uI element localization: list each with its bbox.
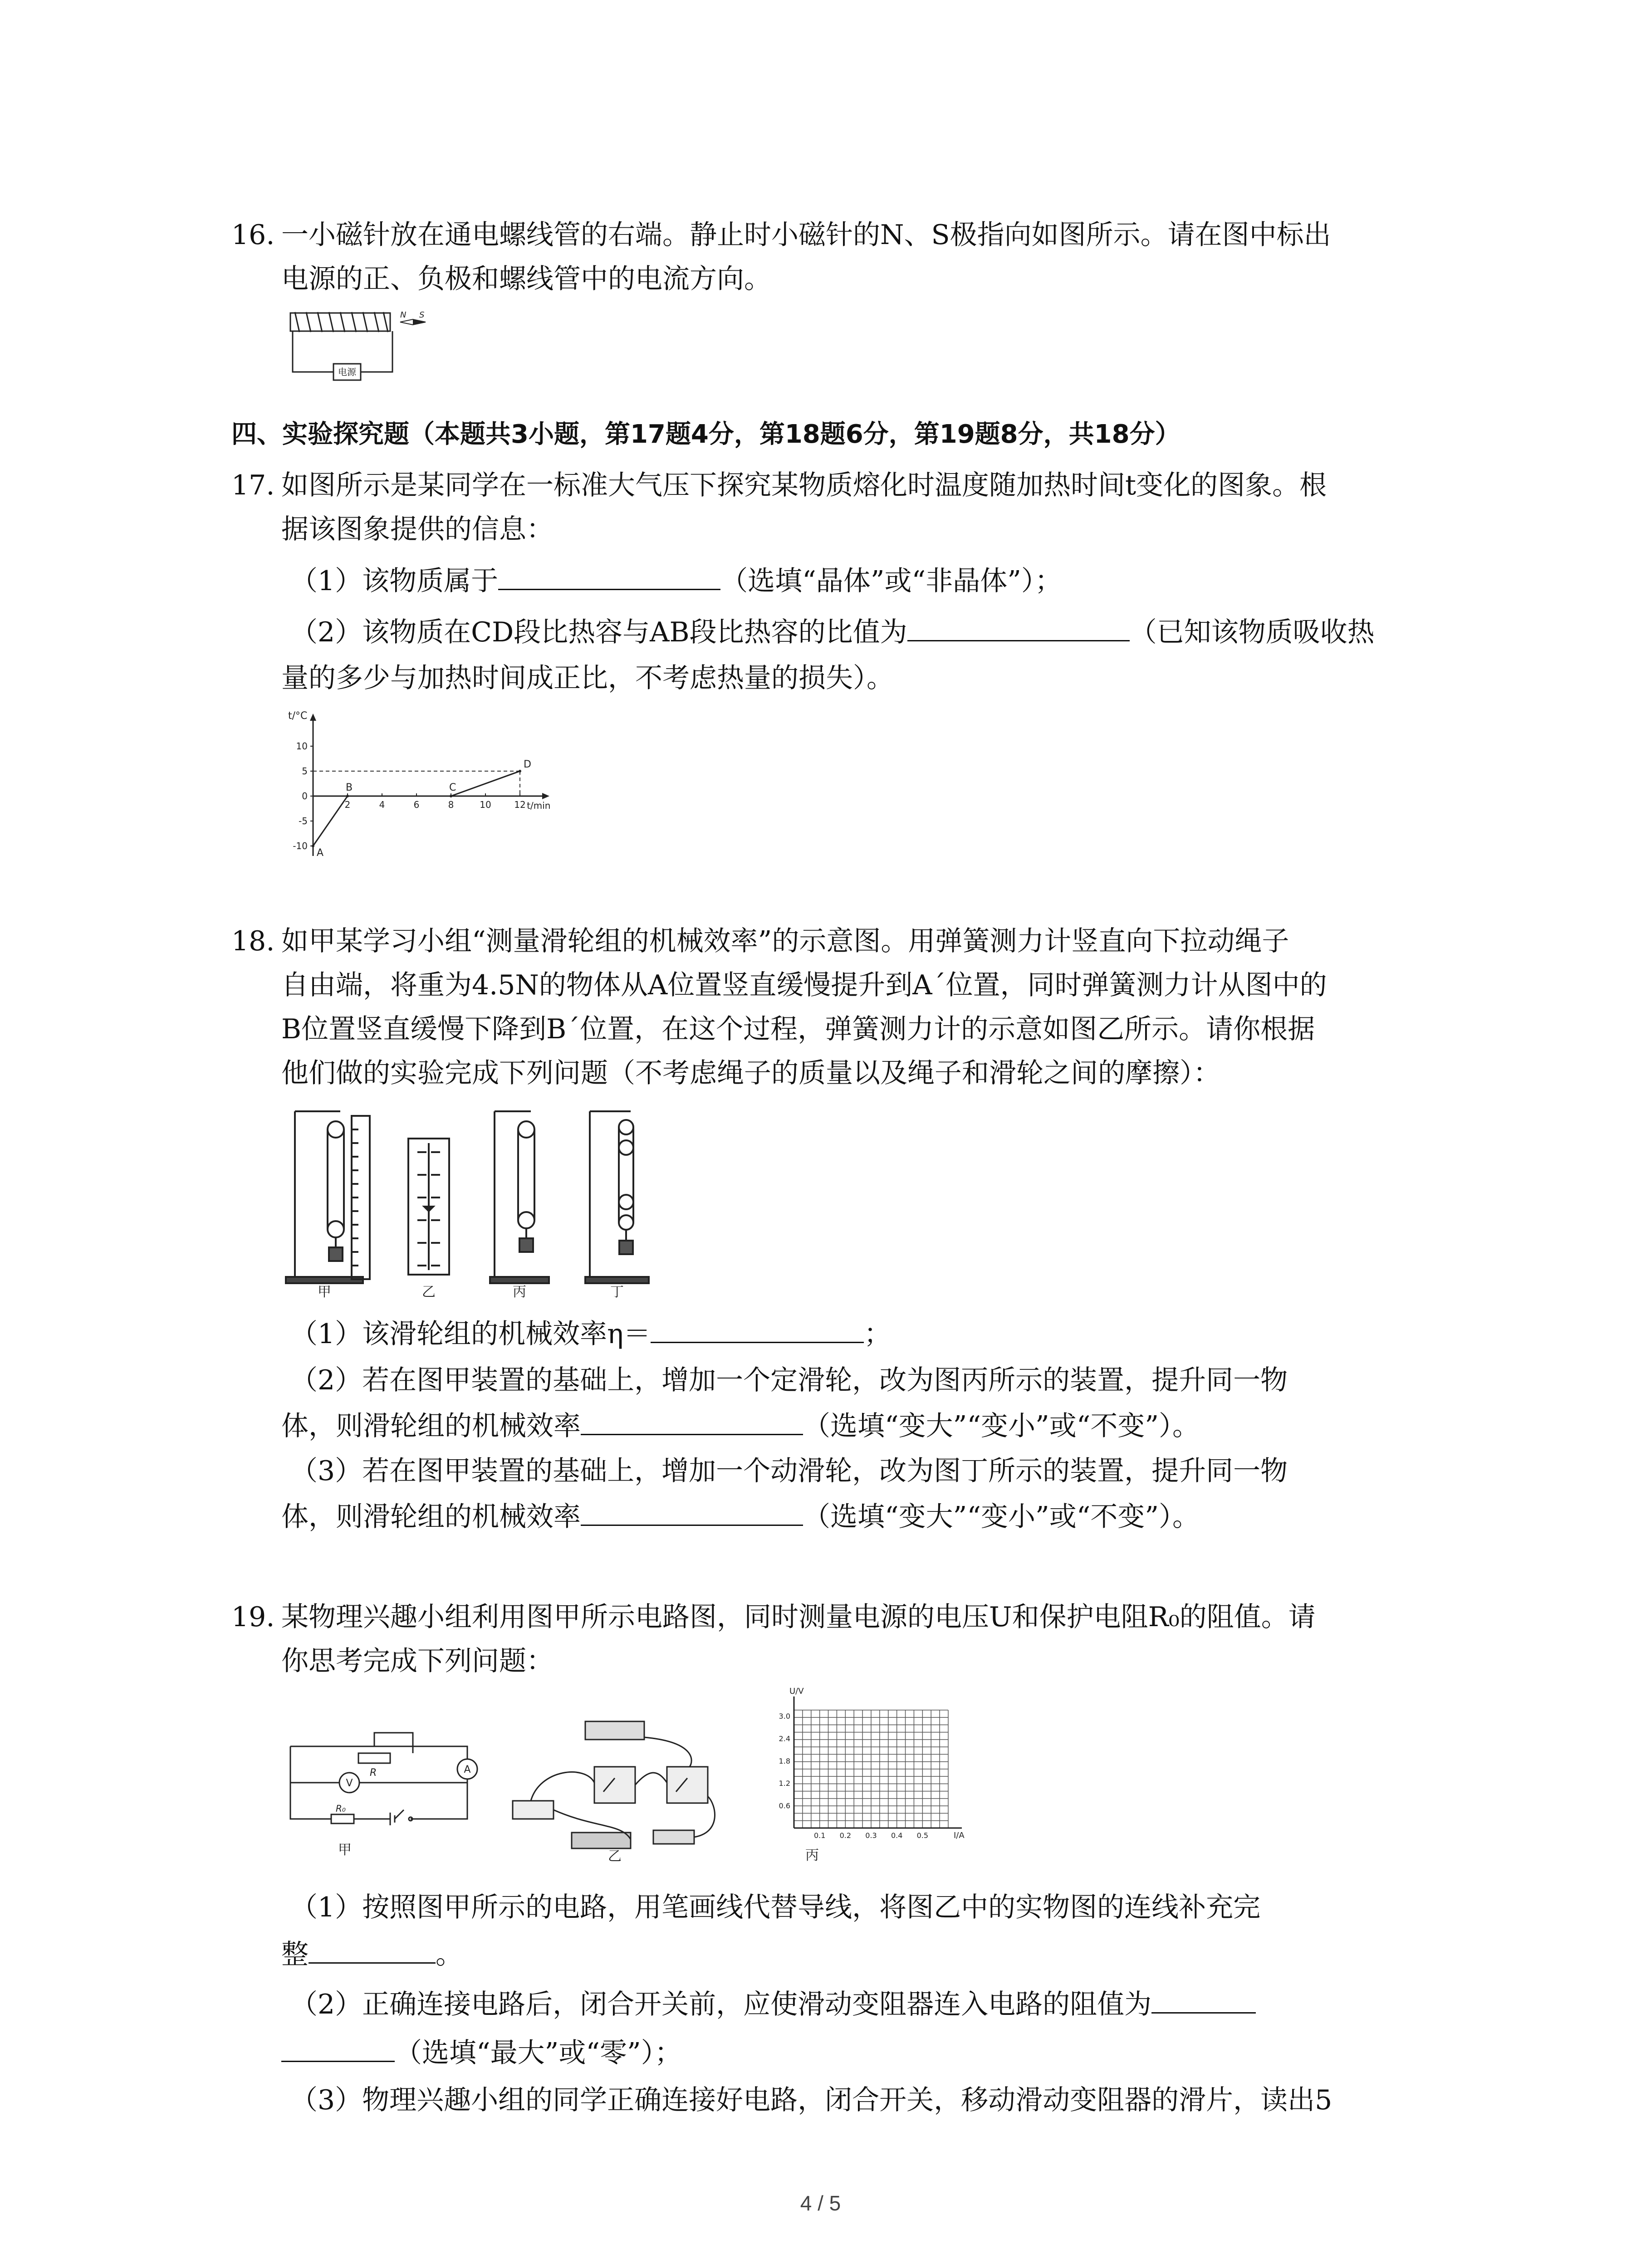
q19-part1-suffix: 。 <box>436 1939 463 1970</box>
q16-text-line2: 电源的正、负极和螺线管中的电流方向。 <box>281 263 771 295</box>
q18-part1-prefix: （1）该滑轮组的机械效率η＝ <box>290 1318 651 1350</box>
q18-part2-prefix: 体，则滑轮组的机械效率 <box>281 1410 581 1442</box>
q18-number: 18. <box>231 925 275 957</box>
chart-point-label-D: D <box>524 759 531 770</box>
q18-fig-label-jia: 甲 <box>318 1284 331 1300</box>
q18-answer-blank-2[interactable] <box>581 1408 803 1435</box>
q17-part1-prefix: （1）该物质属于 <box>290 565 499 597</box>
chart-y-tick-label: -5 <box>299 816 308 826</box>
q19-answer-blank-2b[interactable] <box>281 2034 395 2062</box>
grid-x-label: I/A <box>954 1831 965 1840</box>
q16-solenoid-figure <box>281 308 431 390</box>
q18-pulley-figures <box>277 1102 730 1300</box>
q19-answer-blank-2a[interactable] <box>1151 1986 1256 2014</box>
chart-y-tick-label: 0 <box>302 791 308 802</box>
svg-text:R₀: R₀ <box>336 1803 346 1814</box>
q19-fig-label-jia: 甲 <box>338 1842 352 1858</box>
q18-part3-suffix: （选填“变大”“变小”或“不变”）。 <box>803 1501 1200 1533</box>
q18-part1 <box>290 1315 891 1352</box>
q16-s-label: S <box>419 310 425 320</box>
chart-point-D <box>519 770 521 772</box>
svg-text:R: R <box>370 1767 377 1779</box>
q19-text-line2: 你思考完成下列问题： <box>281 1645 554 1677</box>
q16-number: 16. <box>231 219 275 251</box>
chart-y-label: t/°C <box>288 710 308 722</box>
q17-answer-blank-1[interactable] <box>498 562 720 590</box>
section4-heading: 四、实验探究题（本题共3小题，第17题4分，第18题6分，第19题8分，共18分） <box>231 420 1181 449</box>
q18-text-line1: 如甲某学习小组“测量滑轮组的机械效率”的示意图。用弹簧测力计竖直向下拉动绳子 <box>281 925 1289 957</box>
q17-text-line2: 据该图象提供的信息： <box>281 513 554 545</box>
chart-x-label: t/min <box>527 800 551 811</box>
q19-answer-blank-1[interactable] <box>309 1936 436 1964</box>
q16-compass-needle <box>400 319 426 325</box>
q18-answer-blank-3[interactable] <box>581 1498 803 1526</box>
q18-text-line4: 他们做的实验完成下列问题（不考虑绳子的质量以及绳子和滑轮之间的摩擦）： <box>281 1057 1220 1089</box>
q19-empty-grid <box>762 1686 989 1869</box>
q17-number: 17. <box>231 469 275 501</box>
q18-fig-label-ding: 丁 <box>610 1284 624 1300</box>
chart-x-tick-label: 8 <box>448 799 454 810</box>
chart-y-arrow <box>310 714 316 721</box>
q18-answer-blank-1[interactable] <box>651 1315 864 1343</box>
chart-y-tick-label: -10 <box>293 841 308 851</box>
grid-y-tick-label: 1.2 <box>779 1779 790 1788</box>
grid-x-tick-label: 0.1 <box>813 1831 826 1840</box>
q19-fig-label-yi: 乙 <box>608 1848 622 1864</box>
q19-part1-prefix: 整 <box>281 1939 309 1970</box>
q18-part3-line2 <box>281 1498 1200 1535</box>
chart-x-tick-label: 6 <box>413 799 420 810</box>
grid-y-tick-label: 2.4 <box>779 1734 790 1743</box>
chart-point-A <box>312 845 314 847</box>
q16-text-line1: 一小磁针放在通电螺线管的右端。静止时小磁针的N、S极指向如图所示。请在图中标出 <box>281 219 1331 251</box>
q19-circuit-diagram <box>281 1719 481 1860</box>
q18-part2-line1: （2）若在图甲装置的基础上，增加一个定滑轮，改为图丙所示的装置，提升同一物 <box>290 1364 1288 1396</box>
q19-part1-line2 <box>281 1936 463 1973</box>
q17-part2-prefix: （2）该物质在CD段比热容与AB段比热容的比值为 <box>290 616 907 648</box>
q18-part3-line1: （3）若在图甲装置的基础上，增加一个动滑轮，改为图丁所示的装置，提升同一物 <box>290 1455 1288 1487</box>
svg-text:A: A <box>464 1764 471 1775</box>
chart-point-label-C: C <box>449 782 456 793</box>
q19-fig-label-bing: 丙 <box>805 1848 819 1863</box>
q18-fig-label-bing: 丙 <box>513 1284 526 1300</box>
q18-part3-prefix: 体，则滑轮组的机械效率 <box>281 1501 581 1533</box>
q16-n-label: N <box>400 310 407 320</box>
q17-answer-blank-2[interactable] <box>907 614 1130 641</box>
chart-x-tick-label: 2 <box>344 799 351 810</box>
chart-point-C <box>450 795 452 797</box>
chart-x-arrow <box>542 793 549 799</box>
q17-text-line1: 如图所示是某同学在一标准大气压下探究某物质熔化时温度随加热时间t变化的图象。根 <box>281 469 1327 501</box>
q16-power-label: 电源 <box>338 367 356 377</box>
q19-part2-suffix: （选填“最大”或“零”）； <box>395 2037 682 2069</box>
q19-part2-line1 <box>290 1986 1256 2023</box>
chart-point-label-A: A <box>317 847 324 859</box>
grid-x-tick-label: 0.2 <box>839 1831 852 1840</box>
q18-text-line2: 自由端，将重为4.5N的物体从A位置竖直缓慢提升到A´位置，同时弹簧测力计从图中的 <box>281 969 1327 1001</box>
q19-physical-circuit <box>504 1715 758 1864</box>
chart-x-tick-label: 4 <box>379 799 385 810</box>
q18-fig-label-yi: 乙 <box>422 1284 436 1300</box>
page-number: 4 / 5 <box>800 2191 841 2215</box>
q17-part2-suffix: （已知该物质吸收热 <box>1129 616 1375 648</box>
q18-part2-line2 <box>281 1408 1200 1444</box>
q18-part1-suffix: ； <box>864 1318 892 1350</box>
grid-y-tick-label: 3.0 <box>779 1712 790 1721</box>
q17-part1 <box>290 562 1062 599</box>
chart-y-tick-label: 10 <box>296 741 308 752</box>
q18-part2-suffix: （选填“变大”“变小”或“不变”）。 <box>803 1410 1200 1442</box>
chart-y-tick-label: 5 <box>302 766 308 777</box>
grid-x-tick-label: 0.3 <box>865 1831 877 1840</box>
svg-text:V: V <box>346 1778 353 1789</box>
q19-part2-line2 <box>281 2034 682 2071</box>
q17-part2 <box>290 614 1375 650</box>
grid-y-tick-label: 0.6 <box>779 1801 790 1810</box>
grid-y-tick-label: 1.8 <box>779 1756 790 1765</box>
q19-part3-line1: （3）物理兴趣小组的同学正确连接好电路，闭合开关，移动滑动变阻器的滑片，读出5 <box>290 2084 1332 2116</box>
q17-temperature-chart <box>272 708 551 859</box>
q17-part2-line2: 量的多少与加热时间成正比，不考虑热量的损失）。 <box>281 662 894 694</box>
q19-text-line1: 某物理兴趣小组利用图甲所示电路图，同时测量电源的电压U和保护电阻R₀的阻值。请 <box>281 1601 1316 1633</box>
q19-part2-prefix: （2）正确连接电路后，闭合开关前，应使滑动变阻器连入电路的阻值为 <box>290 1989 1152 2020</box>
q19-part1-line1: （1）按照图甲所示的电路，用笔画线代替导线，将图乙中的实物图的连线补充完 <box>290 1892 1261 1923</box>
chart-point-B <box>346 795 349 797</box>
chart-x-tick-label: 12 <box>514 799 526 810</box>
q17-part1-suffix: （选填“晶体”或“非晶体”）； <box>720 565 1062 597</box>
grid-x-tick-label: 0.5 <box>916 1831 929 1840</box>
grid-y-label: U/V <box>789 1686 804 1696</box>
chart-x-tick-label: 10 <box>480 799 491 810</box>
q19-number: 19. <box>231 1601 275 1633</box>
chart-point-label-B: B <box>346 782 353 793</box>
grid-x-tick-label: 0.4 <box>891 1831 903 1840</box>
q18-text-line3: B位置竖直缓慢下降到B´位置，在这个过程，弹簧测力计的示意如图乙所示。请你根据 <box>281 1013 1315 1045</box>
